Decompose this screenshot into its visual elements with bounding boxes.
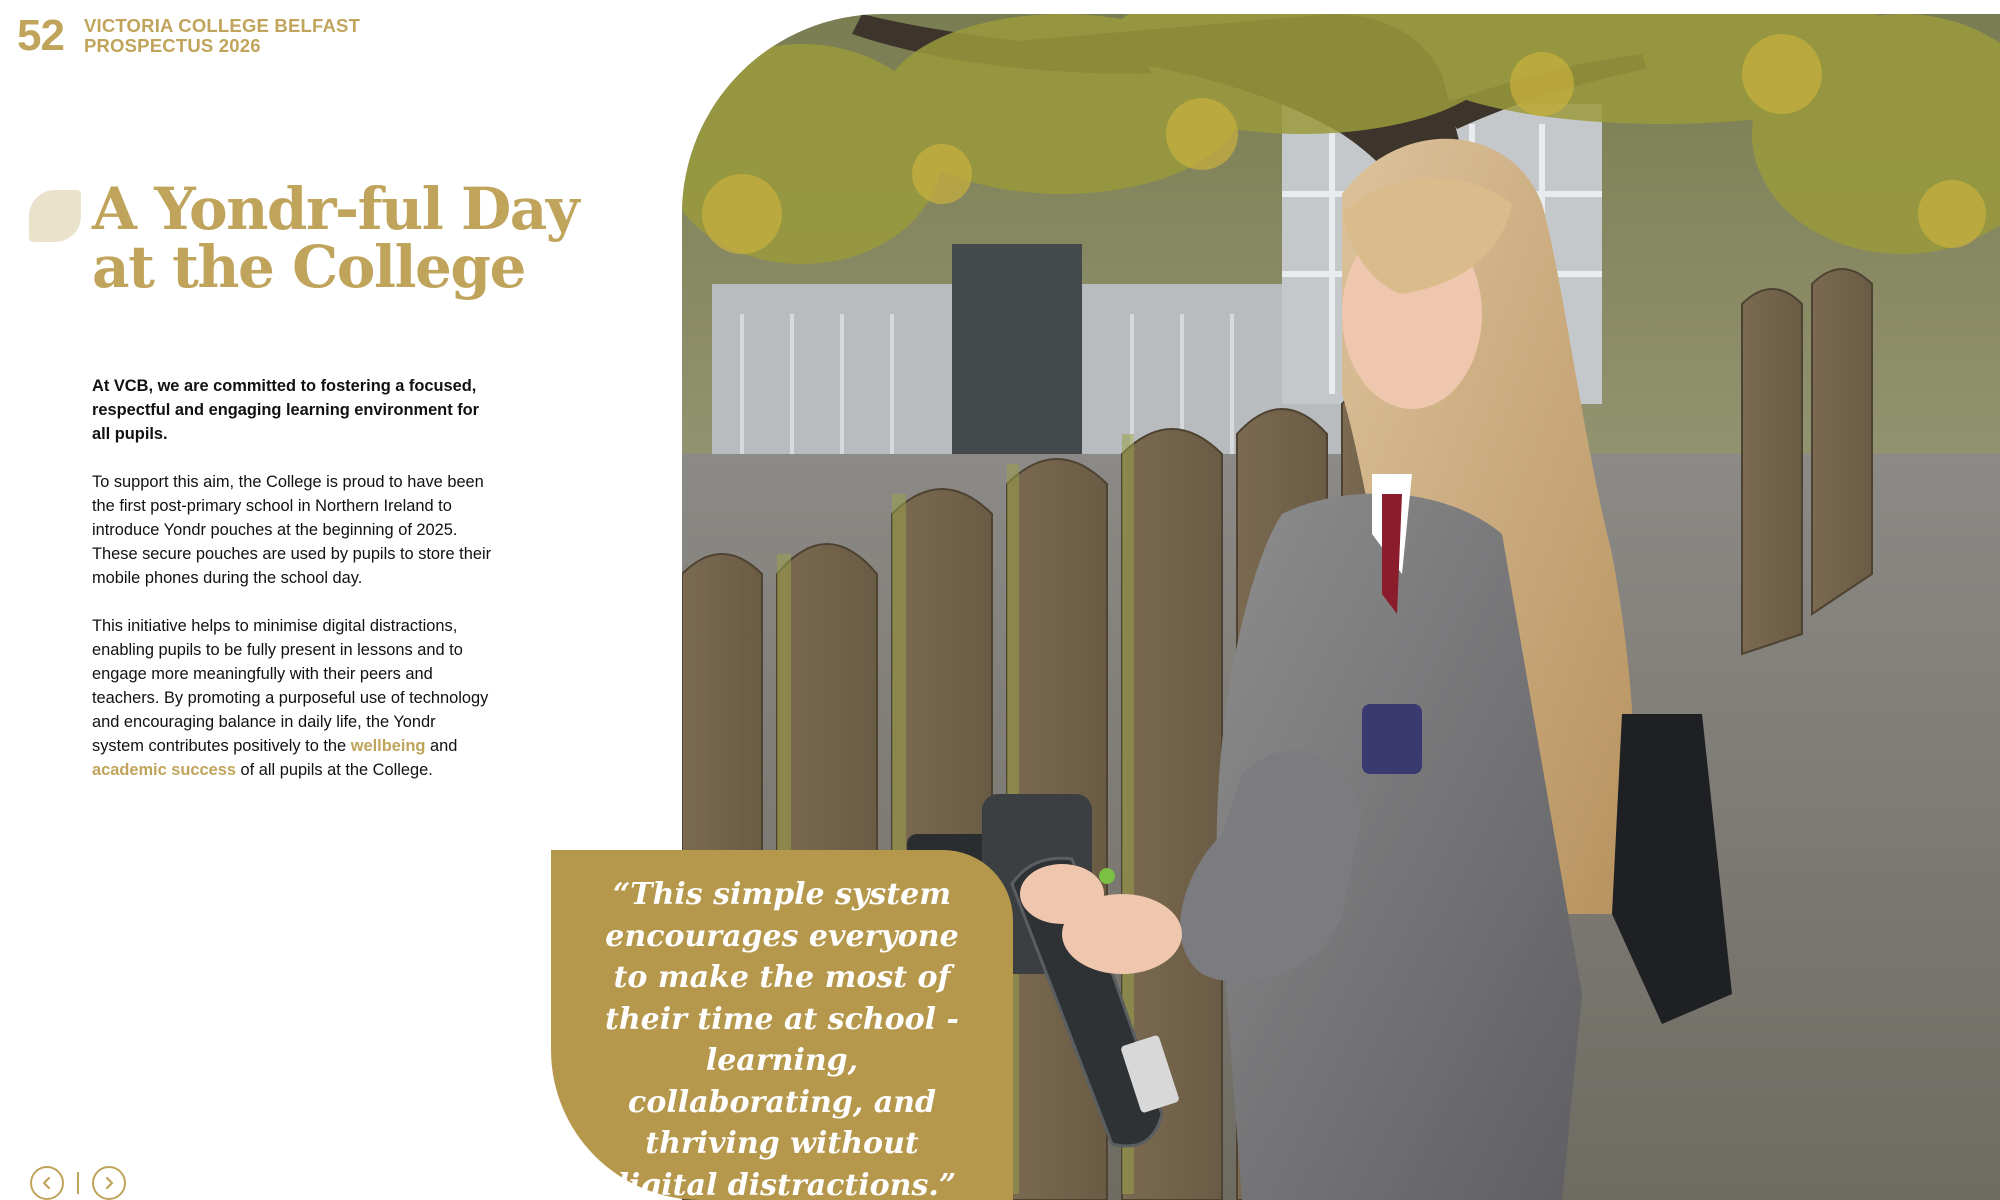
body-paragraph-3 (92, 614, 492, 782)
page-title-line-2: at the College (92, 233, 525, 301)
page-header (17, 11, 361, 60)
next-page-button[interactable] (92, 1166, 126, 1200)
page-number: 52 (17, 11, 64, 60)
previous-page-button[interactable] (30, 1166, 64, 1200)
highlight-wellbeing: wellbeing (350, 737, 426, 755)
intro-paragraph: At VCB, we are committed to fostering a focused, respectful and engaging learning environment for all pupils. (92, 377, 480, 443)
chevron-right-icon (102, 1176, 116, 1190)
body-paragraph-3-start: This initiative helps to minimise digital distractions, enabling pupils to be fully present in lessons and to engage more meaningfully with their peers and teachers. By promoting a purposeful use of technology and encouraging balance in daily life, the Yondr system contributes positively to the (92, 617, 489, 755)
highlight-academic-success: academic success (92, 761, 236, 779)
body-text (92, 374, 492, 806)
leaf-decoration (29, 190, 81, 242)
publication-title (84, 16, 360, 56)
body-paragraph-3-end: of all pupils at the College. (235, 761, 433, 779)
pull-quote-box (551, 850, 1013, 1200)
page-title (92, 175, 579, 301)
body-paragraph-3-mid: and (425, 737, 458, 755)
nav-divider (77, 1172, 79, 1194)
publication-line-1: VICTORIA COLLEGE BELFAST (83, 15, 361, 36)
chevron-left-icon (40, 1176, 54, 1190)
page-navigation (30, 1166, 126, 1200)
publication-line-2: PROSPECTUS 2026 (83, 35, 261, 56)
body-paragraph-2: To support this aim, the College is proud to have been the first post-primary school in Northern Ireland to introduce Yondr pouches at the beginning of 2025. These secure pouches are used by pupils to store their mobile phones during the school day. (92, 473, 492, 587)
page-title-line-1: A Yondr-ful Day (92, 175, 579, 243)
pull-quote: “This simple system encourages everyone to make the most of their time at school - learning, collaborating, and thriving without digital distractions.” (605, 877, 959, 1200)
